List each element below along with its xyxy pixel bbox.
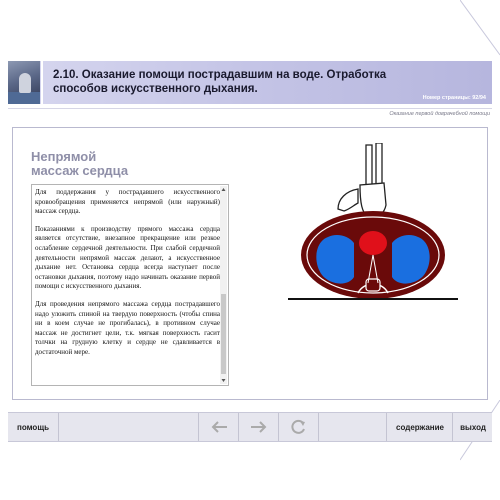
bottom-navbar — [8, 412, 492, 442]
lesson-header — [8, 61, 492, 104]
header-photo — [8, 61, 40, 104]
topic-title: Непрямой массаж сердца — [31, 149, 129, 178]
section-subtitle: Оказание первой доврачебной помощи — [389, 111, 490, 117]
lesson-title: 2.10. Оказание помощи пострадавшим на воде. Отработка способов искусственного дыхания. — [53, 69, 387, 95]
scroll-up-icon[interactable] — [221, 187, 226, 192]
help-button[interactable]: помощь — [17, 422, 49, 432]
paragraph-1: Для поддержания у пострадавшего искусственного кровообращения применяется непрямой (или наружный) массаж сердца. — [35, 188, 220, 216]
text-body — [35, 188, 220, 366]
page-number: Номер страницы: 92/94 — [422, 95, 486, 101]
scroll-down-icon[interactable] — [221, 378, 226, 383]
back-button[interactable] — [200, 413, 238, 441]
heart — [359, 231, 387, 255]
reload-icon — [289, 419, 309, 435]
hands-icon — [338, 143, 386, 218]
exit-button[interactable]: выход — [460, 422, 486, 432]
contents-button[interactable]: содержание — [396, 422, 444, 432]
forward-button[interactable] — [240, 413, 278, 441]
scrollbar[interactable] — [220, 186, 227, 384]
paragraph-2: Показаниями к производству прямого массажа сердца является отсутствие, внезапное прекращение или резкое ослабление сердечной деятельности. При слабой сердечной деятельности непрямой массаж делают, а искусственное дыхание нет. Остановка сердца всегда наступает после остановки дыхания, поэтому надо начинать оказание первой помощи с искусственного дыхания. — [35, 224, 220, 291]
paragraph-3: Для проведения непрямого массажа сердца пострадавшего надо уложить спиной на твердую поверхность (чтобы спина ни в коем случае не прогибалась), в противном случае массаж не достигнет цели, т.к. мягкая поверхность гасит толчки на грудную клетку и сердце не сдавливается в достаточной мере. — [35, 299, 220, 356]
arrow-right-icon — [249, 419, 269, 435]
scroll-thumb[interactable] — [221, 294, 226, 374]
text-scroll-box[interactable] — [31, 184, 229, 386]
reload-button[interactable] — [280, 413, 318, 441]
content-panel — [12, 127, 488, 400]
arrow-left-icon — [209, 419, 229, 435]
heart-massage-illustration — [288, 143, 458, 303]
